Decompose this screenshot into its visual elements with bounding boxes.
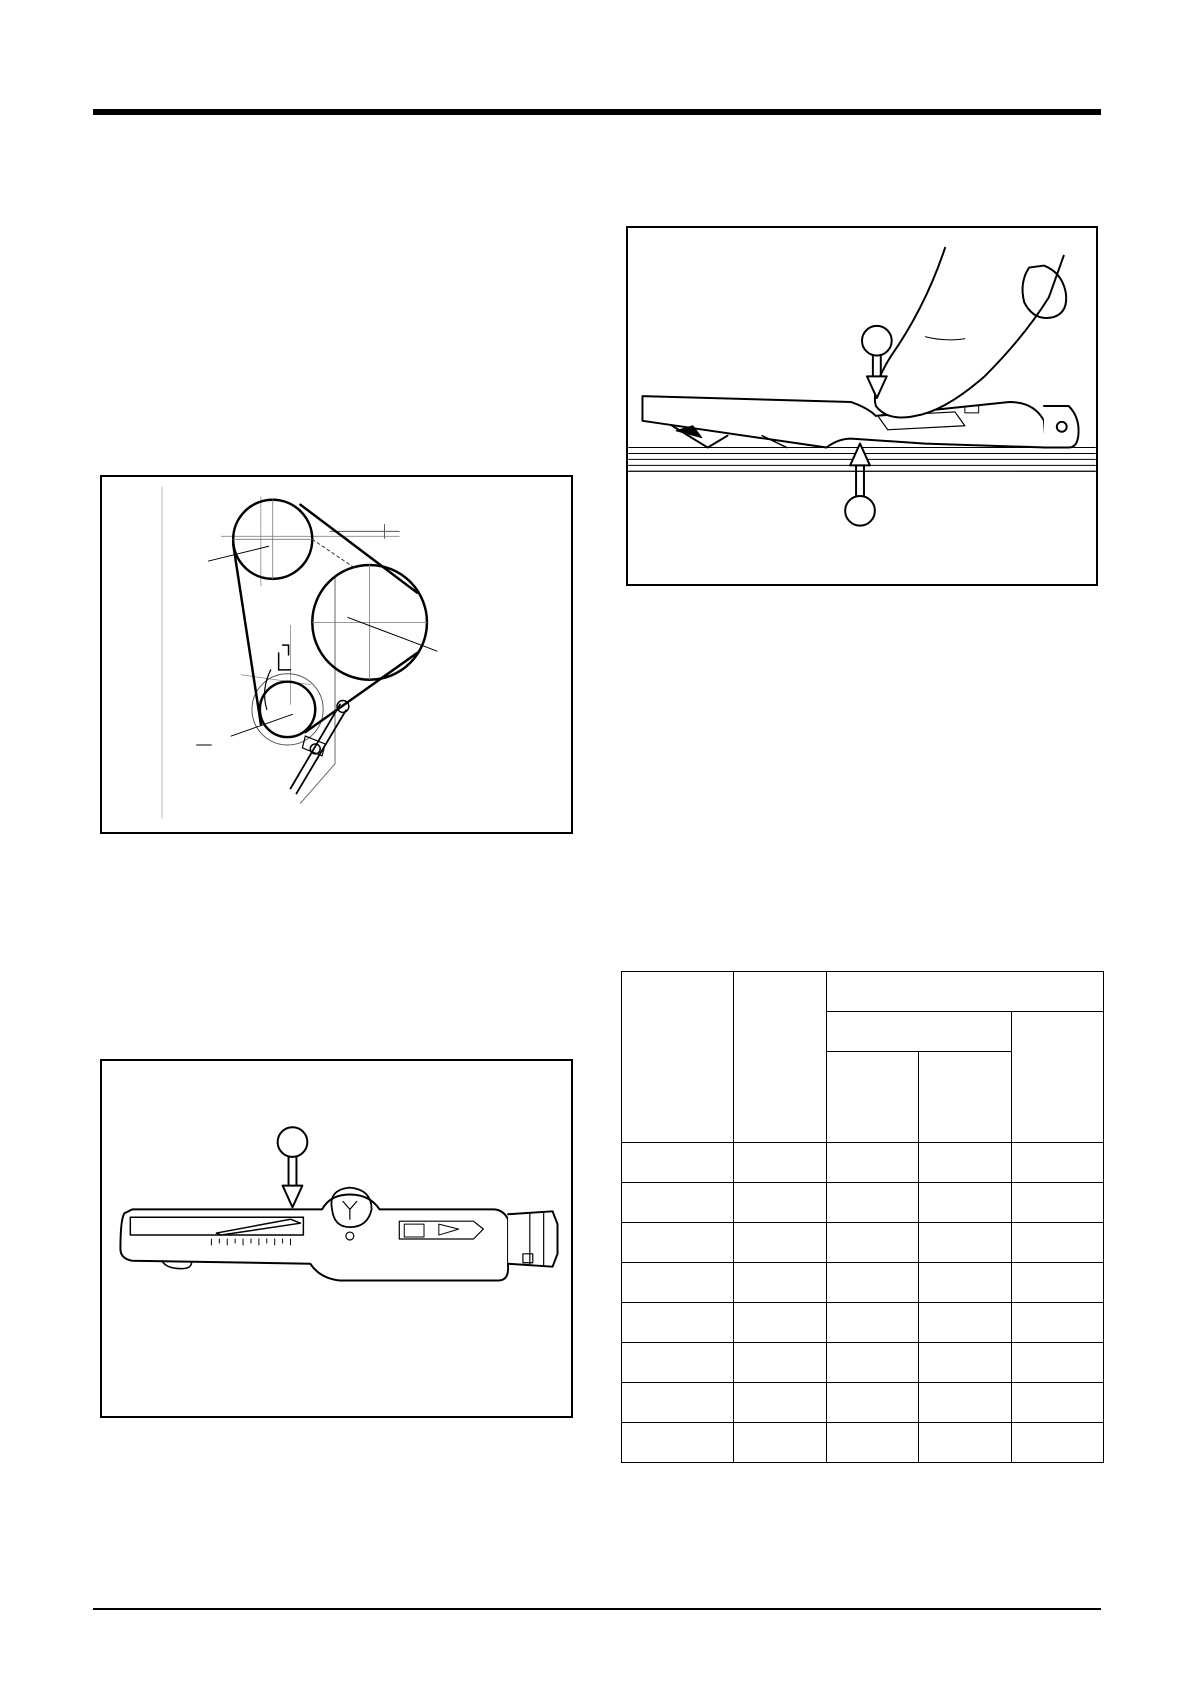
header-cell xyxy=(827,1012,1012,1052)
table-cell xyxy=(734,1343,827,1383)
table-cell xyxy=(919,1423,1012,1463)
spec-table xyxy=(621,971,1104,1463)
table-cell xyxy=(622,1223,734,1263)
table-cell xyxy=(1012,1143,1104,1183)
table-cell xyxy=(827,1383,919,1423)
header-cell xyxy=(1012,1012,1104,1143)
table-cell xyxy=(919,1263,1012,1303)
table-row xyxy=(622,1143,1104,1183)
table-row xyxy=(622,1343,1104,1383)
tension-gauge-figure xyxy=(100,1059,573,1418)
belt-drive-figure xyxy=(100,475,573,834)
table-header-row xyxy=(622,972,1104,1012)
table-cell xyxy=(919,1143,1012,1183)
belt-tension-press-icon xyxy=(628,228,1096,584)
table-cell xyxy=(919,1183,1012,1223)
table-cell xyxy=(1012,1383,1104,1423)
table-cell xyxy=(919,1223,1012,1263)
table-row xyxy=(622,1223,1104,1263)
header-cell xyxy=(734,972,827,1143)
header-cell xyxy=(919,1052,1012,1143)
footer-rule xyxy=(93,1608,1101,1610)
table-row xyxy=(622,1383,1104,1423)
table-cell xyxy=(734,1223,827,1263)
table-cell xyxy=(1012,1343,1104,1383)
belt-press-figure xyxy=(626,226,1098,586)
table-cell xyxy=(734,1183,827,1223)
table-cell xyxy=(827,1343,919,1383)
header-rule xyxy=(93,109,1101,115)
table-cell xyxy=(827,1143,919,1183)
table-cell xyxy=(622,1183,734,1223)
table-row xyxy=(622,1303,1104,1343)
table-cell xyxy=(734,1143,827,1183)
table-cell xyxy=(1012,1423,1104,1463)
table-row xyxy=(622,1183,1104,1223)
table-cell xyxy=(919,1383,1012,1423)
table-cell xyxy=(734,1303,827,1343)
table-cell xyxy=(622,1303,734,1343)
header-cell xyxy=(827,972,1104,1012)
table-cell xyxy=(622,1263,734,1303)
table-row xyxy=(622,1263,1104,1303)
table-cell xyxy=(919,1343,1012,1383)
table-cell xyxy=(1012,1183,1104,1223)
table-cell xyxy=(622,1423,734,1463)
table-cell xyxy=(827,1423,919,1463)
header-cell xyxy=(622,972,734,1143)
table-cell xyxy=(734,1263,827,1303)
table-cell xyxy=(1012,1303,1104,1343)
table-cell xyxy=(827,1183,919,1223)
table-cell xyxy=(827,1263,919,1303)
table-row xyxy=(622,1423,1104,1463)
table-cell xyxy=(734,1383,827,1423)
table-cell xyxy=(622,1383,734,1423)
table-cell xyxy=(622,1343,734,1383)
table-cell xyxy=(919,1303,1012,1343)
header-cell xyxy=(827,1052,919,1143)
table-cell xyxy=(734,1423,827,1463)
table-cell xyxy=(827,1223,919,1263)
belt-drive-diagram-icon xyxy=(102,477,571,832)
table-cell xyxy=(1012,1263,1104,1303)
table-cell xyxy=(827,1303,919,1343)
table-cell xyxy=(1012,1223,1104,1263)
table-cell xyxy=(622,1143,734,1183)
tension-gauge-icon xyxy=(102,1061,571,1416)
